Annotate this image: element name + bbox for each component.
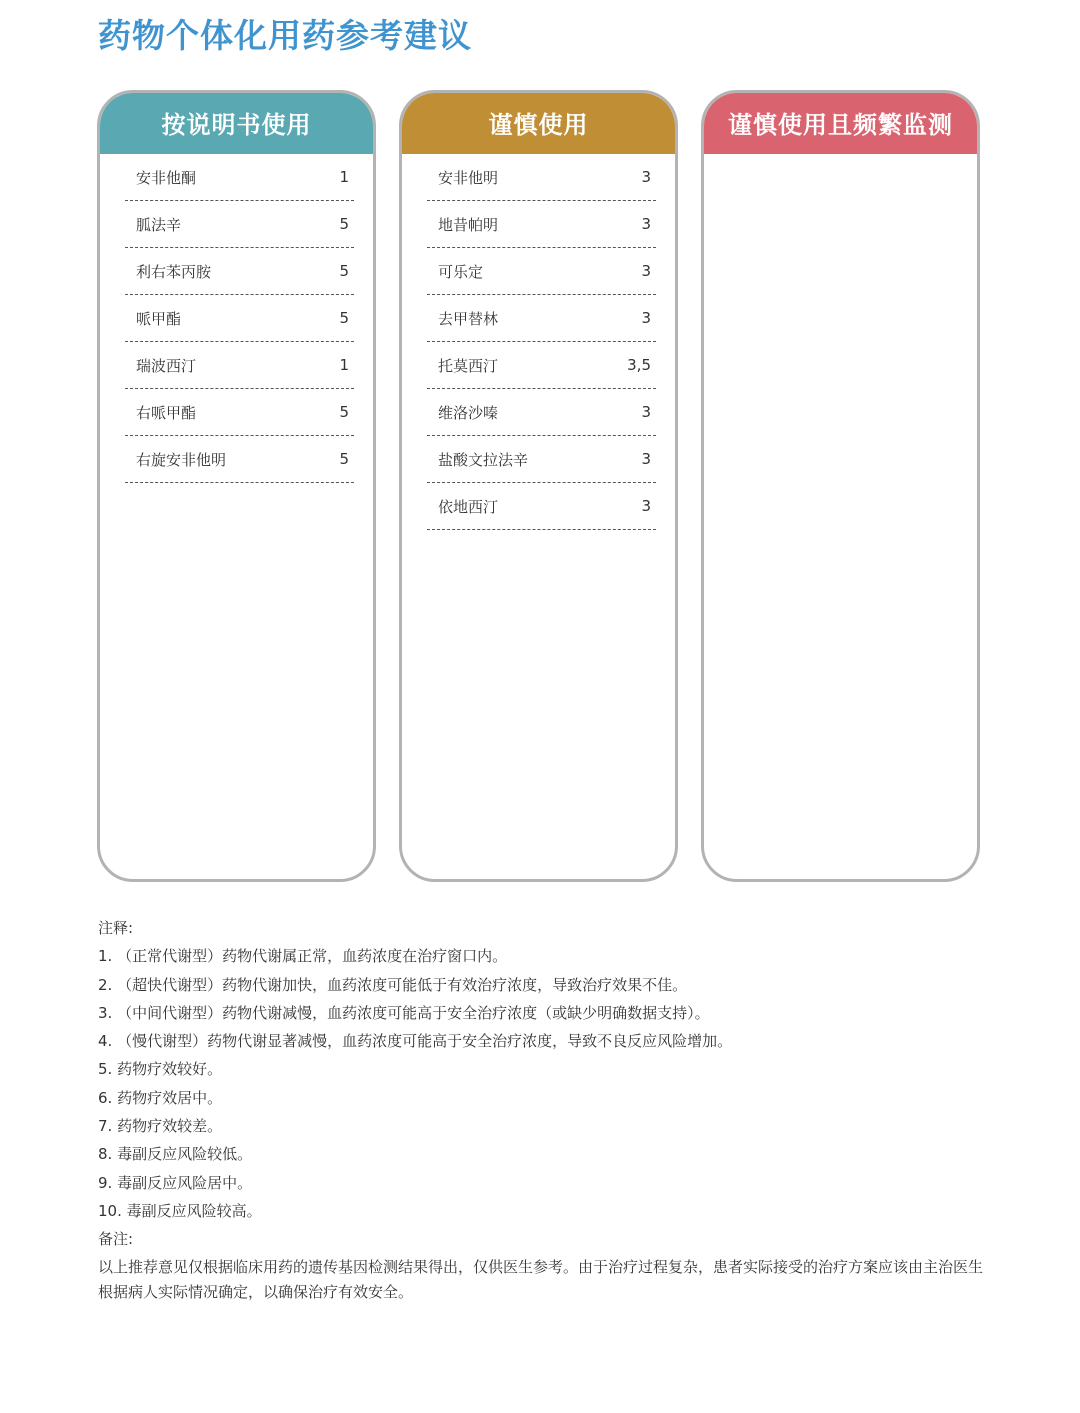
drug-row	[427, 436, 656, 483]
drug-name: 去甲替林	[438, 309, 499, 328]
drug-name: 安非他明	[438, 168, 499, 187]
drug-row	[427, 248, 656, 295]
card-header: 谨慎使用	[402, 93, 675, 154]
drug-ref: 3	[641, 403, 651, 421]
drug-row	[427, 154, 656, 201]
drug-row	[427, 342, 656, 389]
drug-row	[125, 436, 354, 483]
drug-ref: 3	[641, 497, 651, 515]
page-title: 药物个体化用药参考建议	[98, 16, 472, 55]
drug-ref: 1	[339, 356, 349, 374]
drug-ref: 3	[641, 309, 651, 327]
card-caution-frequent-monitoring	[701, 90, 980, 882]
drug-row	[427, 483, 656, 530]
drug-name: 哌甲酯	[136, 309, 182, 328]
drug-ref: 5	[339, 262, 349, 280]
drug-ref: 5	[339, 450, 349, 468]
drug-row	[125, 201, 354, 248]
drug-name: 可乐定	[438, 262, 484, 281]
drug-row	[125, 154, 354, 201]
drug-name: 盐酸文拉法辛	[438, 450, 529, 469]
notes-label: 注释:	[98, 919, 134, 937]
drug-name: 利右苯丙胺	[136, 262, 212, 281]
notes-section	[98, 914, 988, 1305]
drug-ref: 3,5	[627, 356, 651, 374]
drug-name: 胍法辛	[136, 215, 182, 234]
note-item: 10. 毒副反应风险较高。	[98, 1201, 262, 1220]
drug-row	[427, 389, 656, 436]
note-item: 9. 毒副反应风险居中。	[98, 1173, 253, 1192]
drug-name: 托莫西汀	[438, 356, 499, 375]
note-item: 6. 药物疗效居中。	[98, 1088, 223, 1107]
drug-ref: 3	[641, 450, 651, 468]
card-header: 按说明书使用	[100, 93, 373, 154]
note-item: 5. 药物疗效较好。	[98, 1060, 223, 1079]
note-item: 7. 药物疗效较差。	[98, 1117, 223, 1136]
drug-row	[125, 248, 354, 295]
drug-name: 安非他酮	[136, 168, 197, 187]
card-use-with-caution	[399, 90, 678, 882]
note-item: 3. （中间代谢型）药物代谢减慢，血药浓度可能高于安全治疗浓度（或缺少明确数据支持）。	[98, 1003, 710, 1022]
note-item: 1. （正常代谢型）药物代谢属正常，血药浓度在治疗窗口内。	[98, 947, 508, 966]
remark-label: 备注:	[98, 1230, 134, 1249]
drug-name: 右旋安非他明	[136, 450, 227, 469]
drug-name: 地昔帕明	[438, 215, 499, 234]
drug-ref: 1	[339, 168, 349, 186]
drug-list	[100, 154, 373, 483]
drug-ref: 3	[641, 215, 651, 233]
card-header: 谨慎使用且频繁监测	[704, 93, 977, 154]
drug-row	[125, 295, 354, 342]
note-item: 2. （超快代谢型）药物代谢加快，血药浓度可能低于有效治疗浓度，导致治疗效果不佳。	[98, 975, 688, 994]
note-item: 8. 毒副反应风险较低。	[98, 1145, 253, 1164]
drug-list	[402, 154, 675, 530]
remark-text: 以上推荐意见仅根据临床用药的遗传基因检测结果得出，仅供医生参考。由于治疗过程复杂，患者实际接受的治疗方案应该由主治医生根据病人实际情况确定，以确保治疗有效安全。	[98, 1257, 984, 1301]
drug-row	[125, 389, 354, 436]
drug-ref: 3	[641, 168, 651, 186]
drug-name: 依地西汀	[438, 497, 499, 516]
drug-ref: 5	[339, 215, 349, 233]
drug-row	[427, 295, 656, 342]
drug-name: 维洛沙嗪	[438, 403, 499, 422]
drug-name: 瑞波西汀	[136, 356, 197, 375]
drug-row	[427, 201, 656, 248]
drug-name: 右哌甲酯	[136, 403, 197, 422]
drug-ref: 3	[641, 262, 651, 280]
note-item: 4. （慢代谢型）药物代谢显著减慢，血药浓度可能高于安全治疗浓度，导致不良反应风险增加。	[98, 1032, 733, 1051]
card-use-per-label	[97, 90, 376, 882]
drug-ref: 5	[339, 403, 349, 421]
drug-ref: 5	[339, 309, 349, 327]
drug-row	[125, 342, 354, 389]
